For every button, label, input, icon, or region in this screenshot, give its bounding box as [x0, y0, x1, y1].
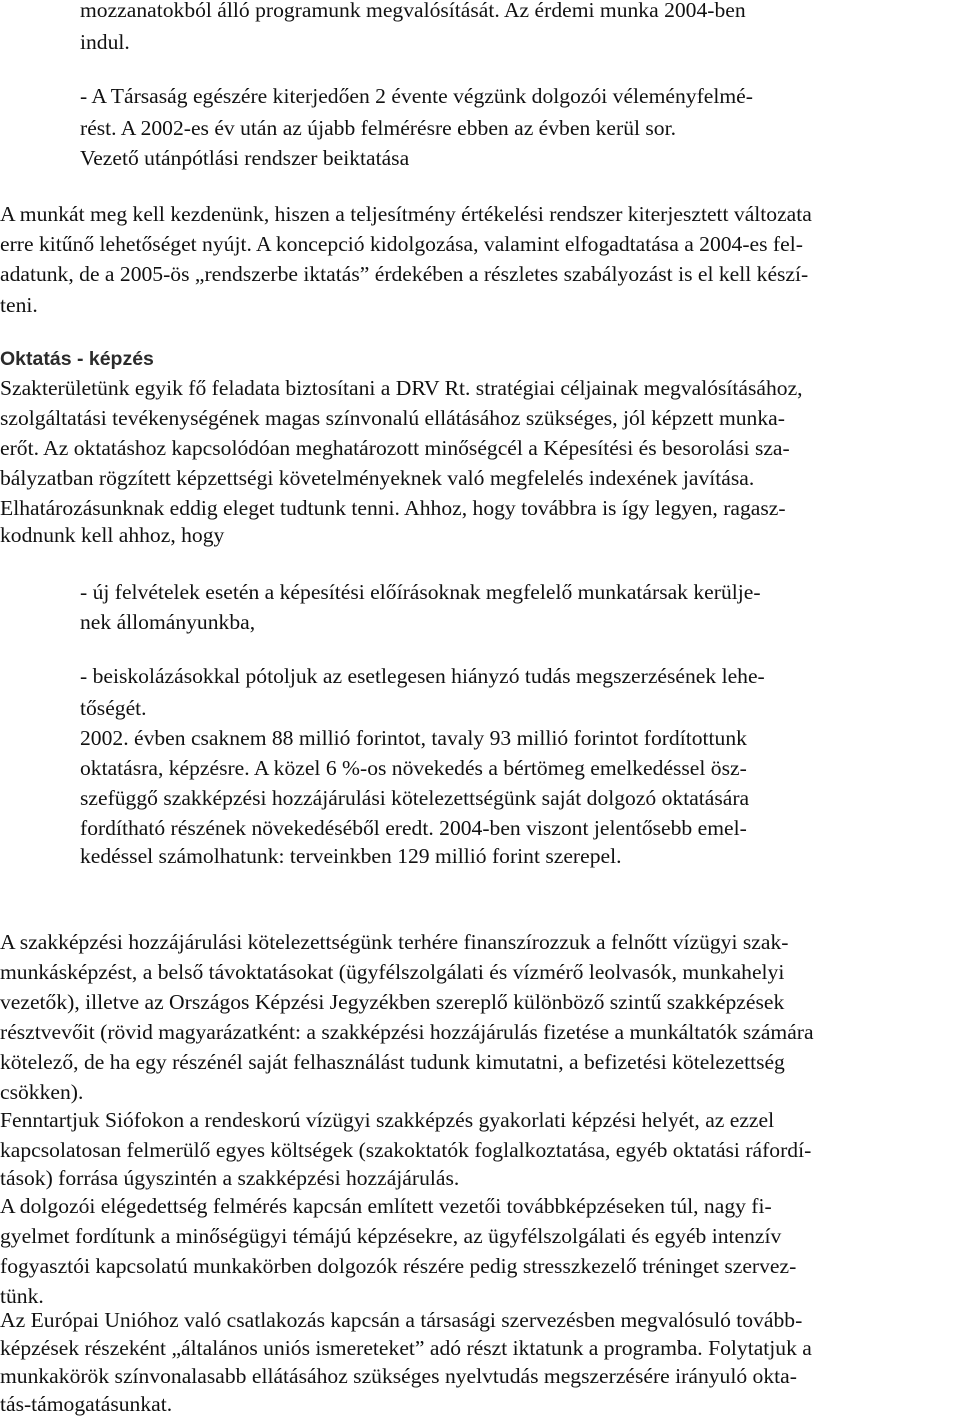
text-line: kötelező, de ha egy részénél saját felhasználást tudunk kimutatni, a befizetési kötelezettség — [0, 1050, 785, 1074]
text-line: munkakörök színvonalasabb ellátásához szükséges nyelvtudás megszerzésére irányuló okta- — [0, 1364, 797, 1388]
text-line: szefüggő szakképzési hozzájárulási kötelezettségünk saját dolgozó oktatására — [80, 786, 750, 810]
text-line: indul. — [80, 30, 130, 54]
text-line: mozzanatokból álló programunk megvalósítását. Az érdemi munka 2004-ben — [80, 0, 746, 22]
text-line: rést. A 2002-es év után az újabb felmérésre ebben az évben kerül sor. — [80, 116, 676, 140]
text-line: tás-támogatásunkat. — [0, 1392, 173, 1416]
text-line: képzések részeként „általános uniós ismereteket” adó részt iktatunk a programba. Folytatjuk a — [0, 1336, 812, 1360]
text-line: - A Társaság egészére kiterjedően 2 évente végzünk dolgozói véleményfelmé- — [80, 84, 753, 108]
text-line: szolgáltatási tevékenységének magas színvonalú ellátásához szükséges, jól képzett munka- — [0, 406, 785, 430]
bullet-line: - beiskolázásokkal pótoljuk az esetlegesen hiányzó tudás megszerzésének lehe- — [80, 664, 765, 688]
text-line: résztvevőit (rövid magyarázatként: a szakképzési hozzájárulás fizetése a munkáltatók számára — [0, 1020, 814, 1044]
text-line: tások) forrása úgyszintén a szakképzési hozzájárulás. — [0, 1166, 460, 1190]
text-line: tőségét. — [80, 696, 147, 720]
text-line: adatunk, de a 2005-ös „rendszerbe iktatás” érdekében a részletes szabályozást is el kell készí- — [0, 262, 809, 286]
text-line: tünk. — [0, 1284, 44, 1308]
text-line: kedéssel számolhatunk: terveinkben 129 millió forint szerepel. — [80, 844, 622, 868]
text-line: fordítható részének növekedéséből eredt. 2004-ben viszont jelentősebb emel- — [80, 816, 747, 840]
text-line: A dolgozói elégedettség felmérés kapcsán említett vezetői továbbképzéseken túl, nagy fi- — [0, 1194, 772, 1218]
text-line: Az Európai Unióhoz való csatlakozás kapcsán a társasági szervezésben megvalósuló tovább- — [0, 1308, 803, 1332]
text-line: 2002. évben csaknem 88 millió forintot, tavaly 93 millió forintot fordítottunk — [80, 726, 747, 750]
text-line: csökken). — [0, 1080, 84, 1104]
bullet-line: - új felvételek esetén a képesítési előírásoknak megfelelő munkatársak kerülje- — [80, 580, 761, 604]
text-line: Vezető utánpótlási rendszer beiktatása — [80, 146, 410, 170]
text-line: bályzatban rögzített képzettségi követelményeknek való megfelelés indexének javítása. — [0, 466, 755, 490]
bullet-line: nek állományunkba, — [80, 610, 256, 634]
text-line: gyelmet fordítunk a minőségügyi témájú képzésekre, az ügyfélszolgálati és egyéb intenzív — [0, 1224, 782, 1248]
text-line: oktatásra, képzésre. A közel 6 %-os növekedés a bértömeg emelkedéssel ösz- — [80, 756, 747, 780]
text-line: erre kitűnő lehetőséget nyújt. A koncepció kidolgozása, valamint elfogadtatása a 2004-es fel- — [0, 232, 803, 256]
text-line: kodnunk kell ahhoz, hogy — [0, 523, 225, 547]
text-line: A szakképzési hozzájárulási kötelezettségünk terhére finanszírozzuk a felnőtt vízügyi szak- — [0, 930, 789, 954]
text-line: vezetők), illetve az Országos Képzési Jegyzékben szereplő különböző szintű szakképzések — [0, 990, 785, 1014]
section-heading: Oktatás - képzés — [0, 348, 154, 370]
text-line: Fenntartjuk Siófokon a rendeskorú vízügyi szakképzés gyakorlati képzési helyét, az ezzel — [0, 1108, 775, 1132]
text-line: A munkát meg kell kezdenünk, hiszen a teljesítmény értékelési rendszer kiterjesztett változata — [0, 202, 812, 226]
text-line: kapcsolatosan felmerülő egyes költségek (szakoktatók foglalkoztatása, egyéb oktatási ráfordí- — [0, 1138, 812, 1162]
text-line: Szakterületünk egyik fő feladata biztosítani a DRV Rt. stratégiai céljainak megvalósításához, — [0, 376, 803, 400]
text-line: munkásképzést, a belső távoktatásokat (ügyfélszolgálati és vízmérő leolvasók, munkahelyi — [0, 960, 785, 984]
text-line: teni. — [0, 293, 38, 317]
text-line: erőt. Az oktatáshoz kapcsolódóan meghatározott minőségcél a Képesítési és besorolási sza- — [0, 436, 790, 460]
text-line: Elhatározásunknak eddig eleget tudtunk tenni. Ahhoz, hogy továbbra is így legyen, ragasz- — [0, 496, 786, 520]
text-line: fogyasztói kapcsolatú munkakörben dolgozók részére pedig stresszkezelő tréninget szervez- — [0, 1254, 797, 1278]
